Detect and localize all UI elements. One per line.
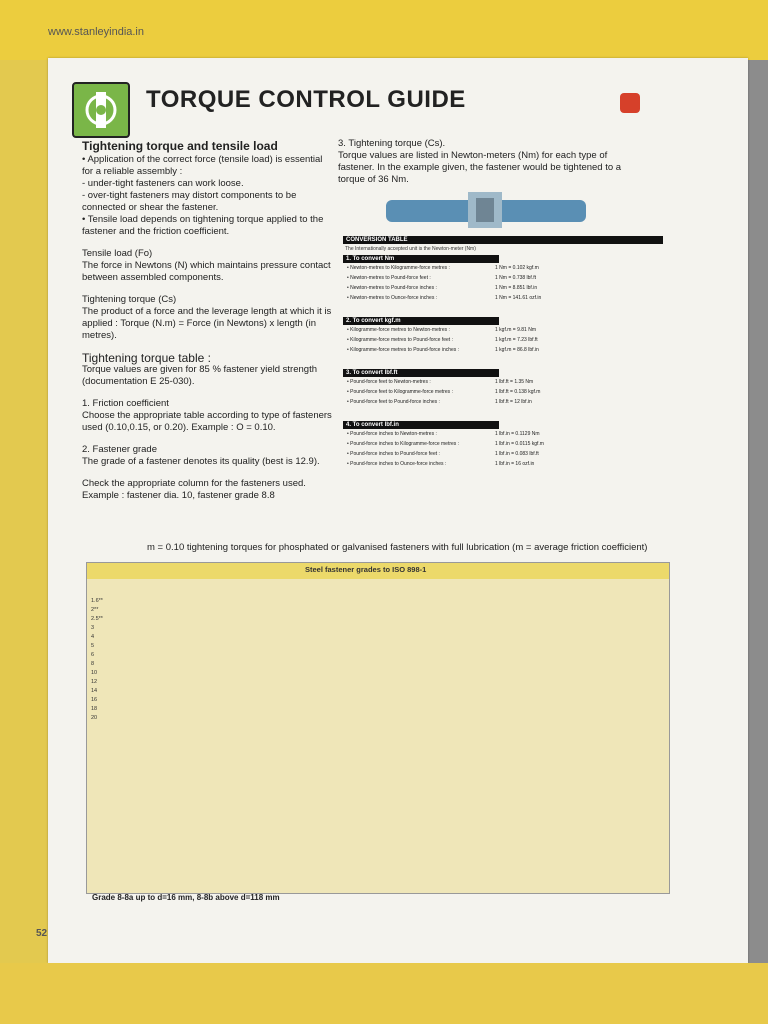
row-label: 12 (91, 679, 98, 685)
intro-line: • Application of the correct force (tensile load) is essential for a reliable assembly : (82, 154, 323, 177)
conversion-row (343, 293, 663, 303)
table-caption-bar (87, 563, 669, 579)
row-value: 1 lbf.in = 16 ozf.in (495, 461, 535, 467)
conversion-row (343, 449, 663, 459)
group-heading: 4. To convert lbf.in (343, 421, 499, 429)
conversion-row (343, 387, 663, 397)
row-label: • Pound-force feet to Newton-metres : (347, 379, 431, 385)
row-value: 1 Nm = 141.61 ozf.in (495, 295, 542, 301)
row-value: 1 kgf.m = 86.8 lbf.in (495, 347, 539, 353)
row-label: 10 (91, 670, 98, 676)
check-text: Check the appropriate column for the fasteners used. Example : fastener dia. 10, fastener grade 8.8 (82, 478, 306, 501)
conversion-row (343, 439, 663, 449)
conversion-group (343, 369, 663, 407)
bullet: - over-tight fasteners may distort components to be connected or shear the fastener. (82, 190, 297, 213)
row-label: 4 (91, 634, 95, 640)
conversion-group (343, 421, 663, 469)
row-label: 8 (91, 661, 95, 667)
row-label: • Newton-metres to Pound-force inches : (347, 285, 437, 291)
conversion-group (343, 255, 663, 303)
row-value: 1 Nm = 0.738 lbf.ft (495, 275, 536, 281)
row-label: • Newton-metres to Pound-force feet : (347, 275, 431, 281)
conversion-table (343, 236, 663, 477)
grade-title: 2. Fastener grade (82, 444, 157, 455)
tensile-block (82, 248, 332, 284)
row-label: • Pound-force feet to Pound-force inches : (347, 399, 440, 405)
conversion-row (343, 335, 663, 345)
row-label: 1.6** (91, 598, 103, 604)
section-heading: Tightening torque and tensile load (82, 139, 278, 153)
torque-values-table-placeholder (86, 562, 670, 894)
group-heading: 2. To convert kgf.m (343, 317, 499, 325)
row-label: 2** (91, 607, 99, 613)
row-label: 20 (91, 715, 98, 721)
torque-step-title: 3. Tightening torque (Cs). (338, 138, 446, 149)
row-value: 1 lbf.in = 0.0115 kgf.m (495, 441, 544, 447)
table-row-labels (91, 597, 137, 723)
brand-badge-icon (620, 93, 640, 113)
intro-column (82, 140, 332, 512)
torque-table-heading: m = 0.10 tightening torques for phosphated or galvanised fasteners with full lubrication (m = average friction coefficient) (147, 542, 648, 553)
grade-text: The grade of a fastener denotes its quality (best is 12.9). (82, 456, 320, 467)
conversion-group (343, 317, 663, 355)
tensile-title: Tensile load (Fo) (82, 248, 153, 259)
page-border-bottom (0, 963, 768, 1024)
bolt-illustration-icon (378, 188, 594, 232)
conversion-title: CONVERSION TABLE (343, 236, 663, 244)
page-title: TORQUE CONTROL GUIDE (146, 86, 466, 113)
friction-title: 1. Friction coefficient (82, 398, 169, 409)
conversion-row (343, 397, 663, 407)
torque-step-text: Torque values are listed in Newton-meters (Nm) for each type of fastener. In the example given, the fastener would be tightened to a torque of 36 Nm. (338, 150, 622, 185)
row-label: • Pound-force inches to Pound-force feet : (347, 451, 440, 457)
friction-text: Choose the appropriate table according to type of fasteners used (0.10,0.15, or 0.20). Example : O = 0.10. (82, 410, 332, 433)
row-value: 1 lbf.ft = 0.138 kgf.m (495, 389, 541, 395)
row-label: • Pound-force inches to Kilogramme-force metres : (347, 441, 460, 447)
row-label: • Kilogramme-force metres to Pound-force inches : (347, 347, 460, 353)
conversion-row (343, 273, 663, 283)
group-heading: 1. To convert Nm (343, 255, 499, 263)
conversion-row (343, 283, 663, 293)
conversion-row (343, 345, 663, 355)
torque-wrench-icon (72, 82, 130, 138)
row-label: • Newton-metres to Kilogramme-force metres : (347, 265, 450, 271)
group-heading: 3. To convert lbf.ft (343, 369, 499, 377)
intro-text (82, 154, 332, 238)
bullet: • Tensile load depends on tightening torque applied to the fastener and the friction coefficient. (82, 214, 324, 237)
row-label: 16 (91, 697, 98, 703)
row-label: • Pound-force inches to Ounce-force inches : (347, 461, 447, 467)
website-url[interactable]: www.stanleyindia.in (48, 26, 144, 38)
row-value: 1 kgf.m = 7.23 lbf.ft (495, 337, 538, 343)
bullet: - under-tight fasteners can work loose. (82, 178, 244, 189)
row-label: • Newton-metres to Ounce-force inches : (347, 295, 438, 301)
row-value: 1 lbf.in = 0.1129 Nm (495, 431, 540, 437)
torque-block (82, 294, 332, 342)
row-label: 14 (91, 688, 98, 694)
friction-block (82, 398, 332, 434)
table-footnote: Grade 8-8a up to d=16 mm, 8-8b above d=118 mm (92, 893, 280, 902)
conversion-row (343, 377, 663, 387)
row-label: 3 (91, 625, 95, 631)
scan-edge (746, 60, 768, 1020)
row-label: 18 (91, 706, 98, 712)
row-value: 1 lbf.ft = 12 lbf.in (495, 399, 532, 405)
table-text: Torque values are given for 85 % fastener yield strength (documentation E 25-030). (82, 364, 317, 387)
tensile-text: The force in Newtons (N) which maintains pressure contact between assembled components. (82, 260, 331, 283)
page-number: 52 (36, 928, 48, 939)
row-value: 1 lbf.in = 0.083 lbf.ft (495, 451, 539, 457)
grade-block (82, 444, 332, 468)
torque-column (338, 138, 646, 186)
row-label: 5 (91, 643, 95, 649)
row-label: • Pound-force feet to Kilogramme-force metres : (347, 389, 453, 395)
torque-title: Tightening torque (Cs) (82, 294, 177, 305)
row-label: • Pound-force inches to Newton-metres : (347, 431, 437, 437)
row-label: 6 (91, 652, 95, 658)
row-value: 1 kgf.m = 9.81 Nm (495, 327, 536, 333)
row-value: 1 lbf.ft = 1.35 Nm (495, 379, 534, 385)
conversion-row (343, 429, 663, 439)
table-title: Tightening torque table : (82, 351, 211, 365)
conversion-row (343, 459, 663, 469)
conversion-row (343, 263, 663, 273)
row-label: • Kilogramme-force metres to Pound-force feet : (347, 337, 453, 343)
torque-text: The product of a force and the leverage length at which it is applied : Torque (N.m) = Force (in Newtons) x length (in metres). (82, 306, 332, 341)
row-label: 2.5** (91, 616, 103, 622)
conversion-subtitle: The Internationally accepted unit is the Newton-meter (Nm) (345, 246, 476, 252)
row-value: 1 Nm = 8.851 lbf.in (495, 285, 538, 291)
row-label: • Kilogramme-force metres to Newton-metres : (347, 327, 450, 333)
table-caption: Steel fastener grades to ISO 898-1 (305, 565, 427, 574)
conversion-row (343, 325, 663, 335)
row-value: 1 Nm = 0.102 kgf.m (495, 265, 539, 271)
